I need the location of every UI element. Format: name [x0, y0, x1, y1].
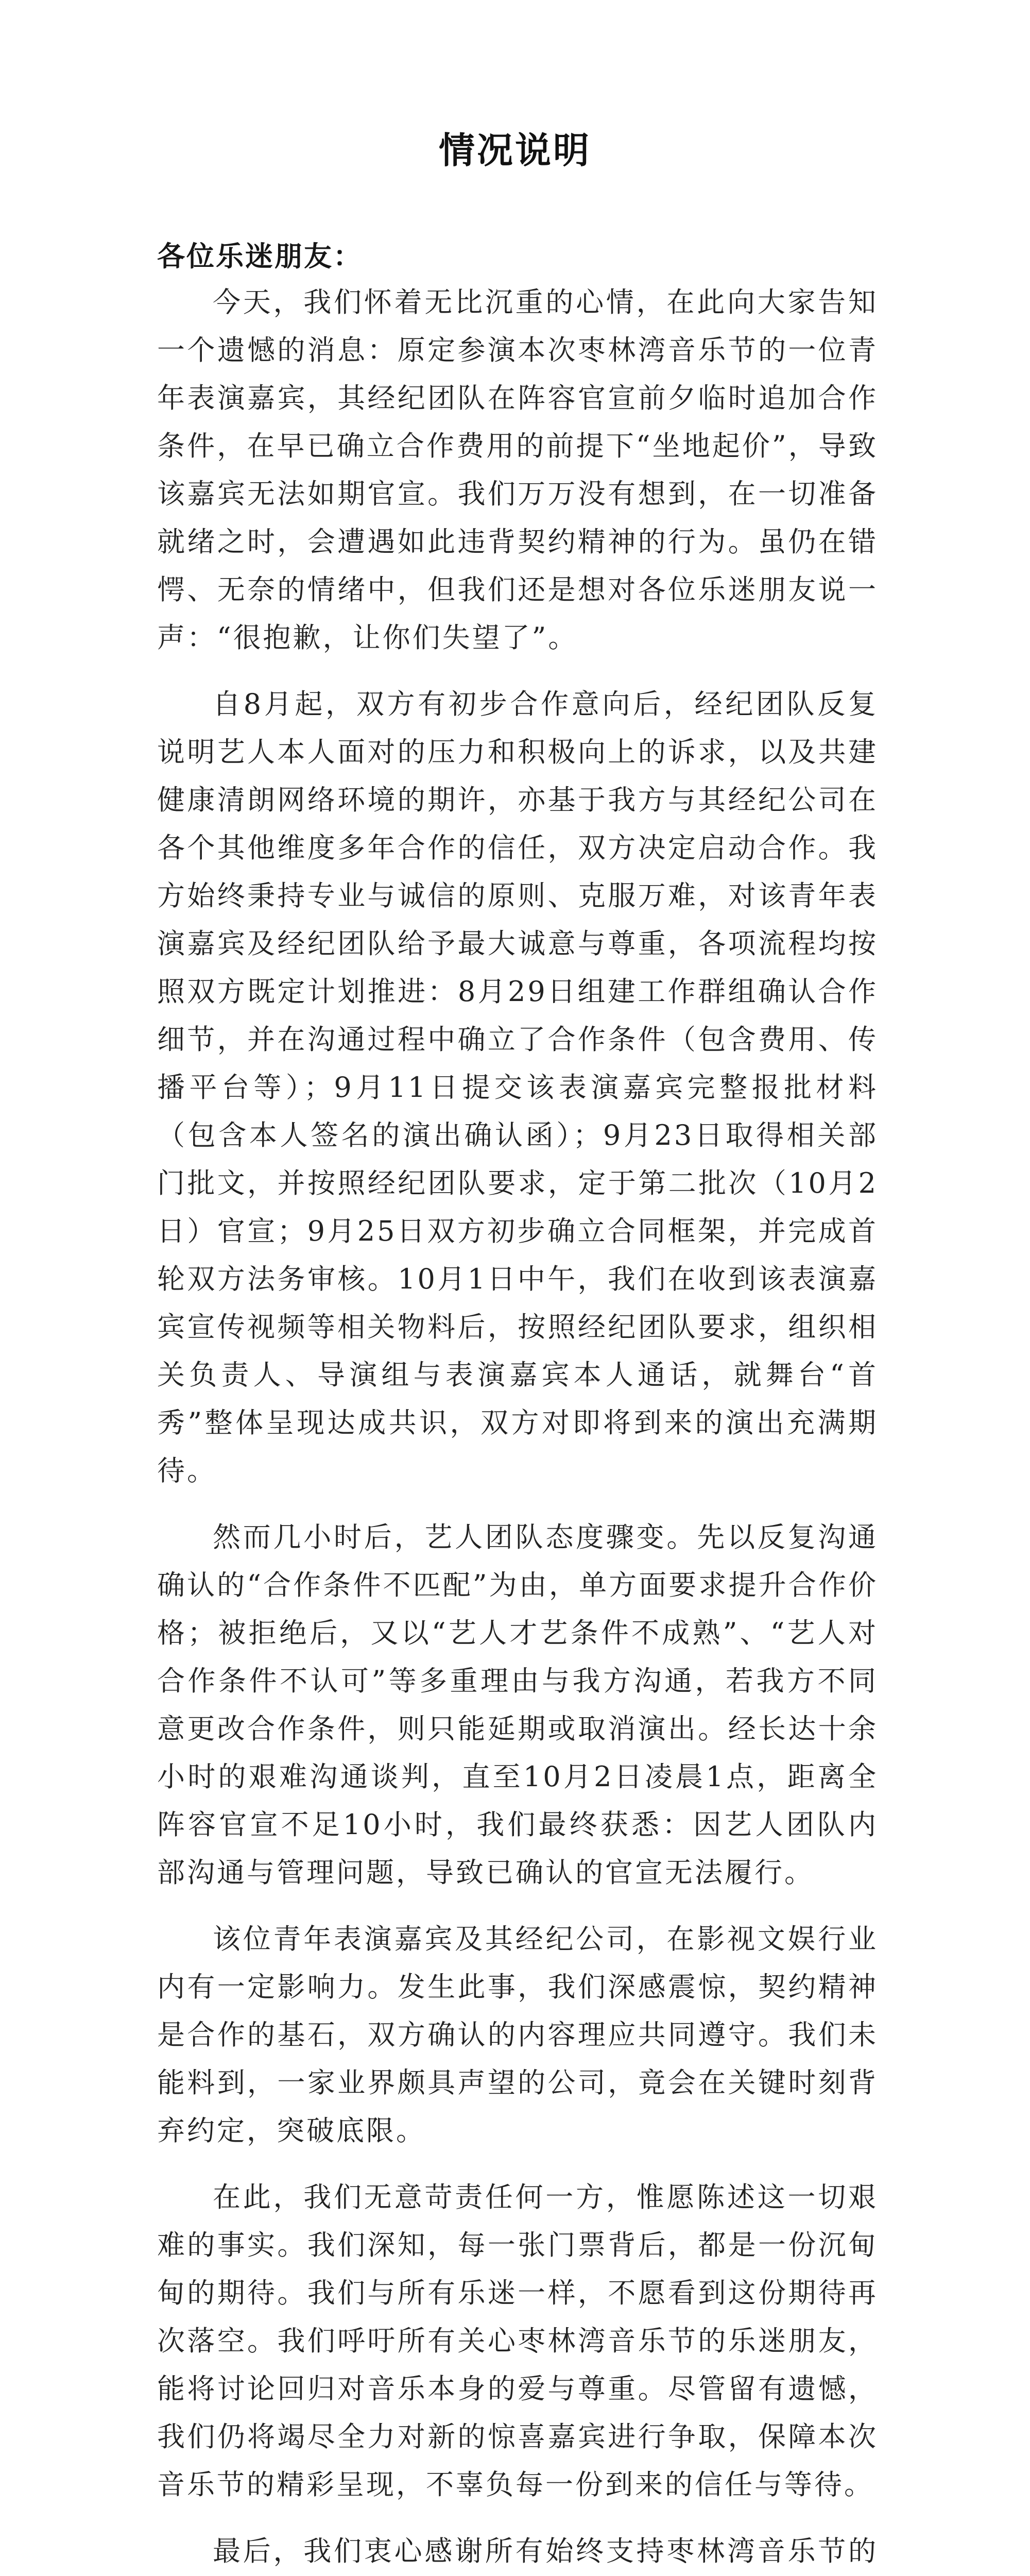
document-title: 情况说明 — [439, 129, 591, 172]
paragraph-change: 然而几小时后，艺人团队态度骤变。先以反复沟通确认的“合作条件不匹配”为由，单方面要求提升合作价格；被拒绝后，又以“艺人才艺条件不成熟”、“艺人对合作条件不认可”等多重理由与我方沟通，若我方不同意更改合作条件，则只能延期或取消演出。经长达十余小时的艰难沟通谈判，直至10月2日凌晨1点，距离全阵容官宣不足10小时，我们最终获悉：因艺人团队内部沟通与管理问题，导致已确认的官宣无法履行。 — [157, 1521, 878, 1889]
paragraph-appeal: 在此，我们无意苛责任何一方，惟愿陈述这一切艰难的事实。我们深知，每一张门票背后，都是一份沉甸甸的期待。我们与所有乐迷一样，不愿看到这份期待再次落空。我们呼吁所有关心枣林湾音乐节的乐迷朋友，能将讨论回归对音乐本身的爱与尊重。尽管留有遗憾，我们仍将竭尽全力对新的惊喜嘉宾进行争取，保障本次音乐节的精彩呈现，不辜负每一份到来的信任与等待。 — [157, 2181, 878, 2501]
document-body — [157, 278, 878, 2576]
paragraph-timeline: 自8月起，双方有初步合作意向后，经纪团队反复说明艺人本人面对的压力和积极向上的诉求，以及共建健康清朗网络环境的期许，亦基于我方与其经纪公司在各个其他维度多年合作的信任，双方决定启动合作。我方始终秉持专业与诚信的原则、克服万难，对该青年表演嘉宾及经纪团队给予最大诚意与尊重，各项流程均按照双方既定计划推进：8月29日组建工作群组确认合作细节，并在沟通过程中确立了合作条件（包含费用、传播平台等）；9月11日提交该表演嘉宾完整报批材料（包含本人签名的演出确认函）；9月23日取得相关部门批文，并按照经纪团队要求，定于第二批次（10月2日）官宣；9月25日双方初步确立合同框架，并完成首轮双方法务审核。10月1日中午，我们在收到该表演嘉宾宣传视频等相关物料后，按照经纪团队要求，组织相关负责人、导演组与表演嘉宾本人通话，就舞台“首秀”整体呈现达成共识，双方对即将到来的演出充满期待。 — [157, 688, 878, 1487]
paragraph-thanks: 最后，我们衷心感谢所有始终支持枣林湾音乐节的 — [213, 2535, 878, 2567]
paragraph-contract: 该位青年表演嘉宾及其经纪公司，在影视文娱行业内有一定影响力。发生此事，我们深感震惊，契约精神是合作的基石，双方确认的内容理应共同遵守。我们未能料到，一家业界颇具声望的公司，竟会在关键时刻背弃约定，突破底限。 — [157, 1923, 878, 2147]
salutation: 各位乐迷朋友： — [157, 240, 363, 273]
paragraph-announcement: 今天，我们怀着无比沉重的心情，在此向大家告知一个遗憾的消息：原定参演本次枣林湾音乐节的一位青年表演嘉宾，其经纪团队在阵容官宣前夕临时追加合作条件，在早已确立合作费用的前提下“坐地起价”，导致该嘉宾无法如期官宣。我们万万没有想到，在一切准备就绪之时，会遭遇如此违背契约精神的行为。虽仍在错愕、无奈的情绪中，但我们还是想对各位乐迷朋友说一声：“很抱歉，让你们失望了”。 — [157, 286, 878, 654]
